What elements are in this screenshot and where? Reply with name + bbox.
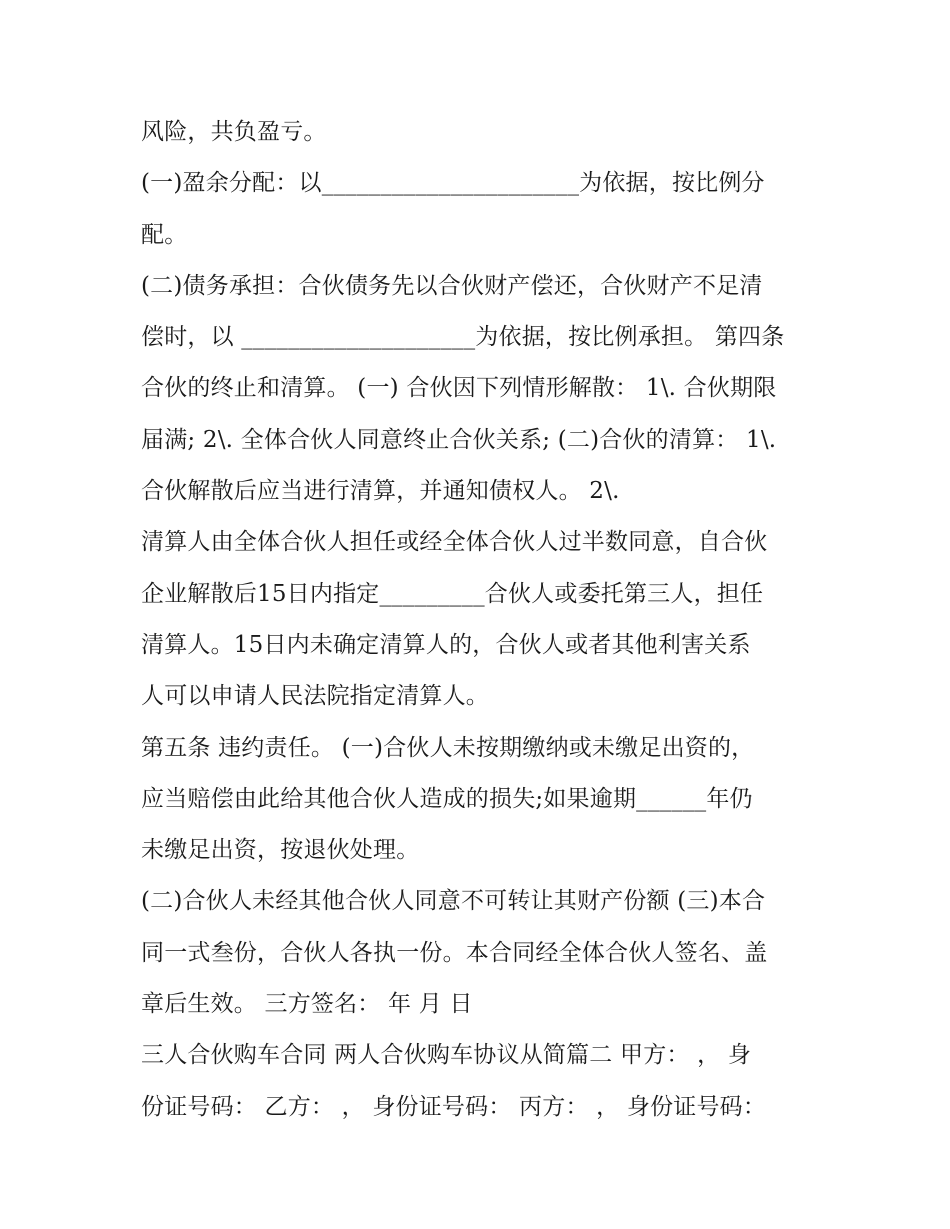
- text-line: 合伙解散后应当进行清算，并通知债权人。 2\.: [141, 478, 620, 505]
- text-line: 份证号码： 乙方： ， 身份证号码： 丙方： ， 身份证号码：: [141, 1093, 767, 1120]
- text-line: 偿时，以 ____________________为依据，按比例承担。 第四条: [141, 324, 785, 351]
- text-line: (二)合伙人未经其他合伙人同意不可转让其财产份额 (三)本合: [141, 888, 766, 915]
- text-line: 企业解散后15日内指定_________合伙人或委托第三人，担任: [141, 580, 764, 607]
- text-line: 章后生效。 三方签名： 年 月 日: [141, 991, 473, 1018]
- text-line: (二)债务承担：合伙债务先以合伙财产偿还，合伙财产不足清: [141, 272, 763, 299]
- text-line: 应当赔偿由此给其他合伙人造成的损失;如果逾期______年仍: [141, 785, 753, 812]
- text-line: 合伙的终止和清算。 (一) 合伙因下列情形解散： 1\. 合伙期限: [141, 375, 777, 402]
- text-line: 同一式叁份，合伙人各执一份。本合同经全体合伙人签名、盖: [141, 939, 768, 966]
- text-line: 清算人。15日内未确定清算人的，合伙人或者其他利害关系: [141, 631, 751, 658]
- text-line: 未缴足出资，按退伙处理。: [141, 837, 420, 864]
- text-line: 三人合伙购车合同 两人合伙购车协议从简篇二 甲方： ， 身: [141, 1042, 752, 1069]
- text-line: 清算人由全体合伙人担任或经全体合伙人过半数同意，自合伙: [141, 529, 768, 556]
- text-line: 届满; 2\. 全体合伙人同意终止合伙关系; (二)合伙的清算： 1\.: [141, 426, 777, 453]
- text-line: (一)盈余分配：以______________________为依据，按比例分: [141, 170, 765, 197]
- text-line: 配。: [141, 221, 188, 248]
- text-line: 人可以申请人民法院指定清算人。: [141, 683, 489, 710]
- text-line: 第五条 违约责任。 (一)合伙人未按期缴纳或未缴足出资的，: [141, 734, 755, 761]
- document-body: [141, 107, 821, 1133]
- text-line: 风险，共负盈亏。: [141, 119, 327, 145]
